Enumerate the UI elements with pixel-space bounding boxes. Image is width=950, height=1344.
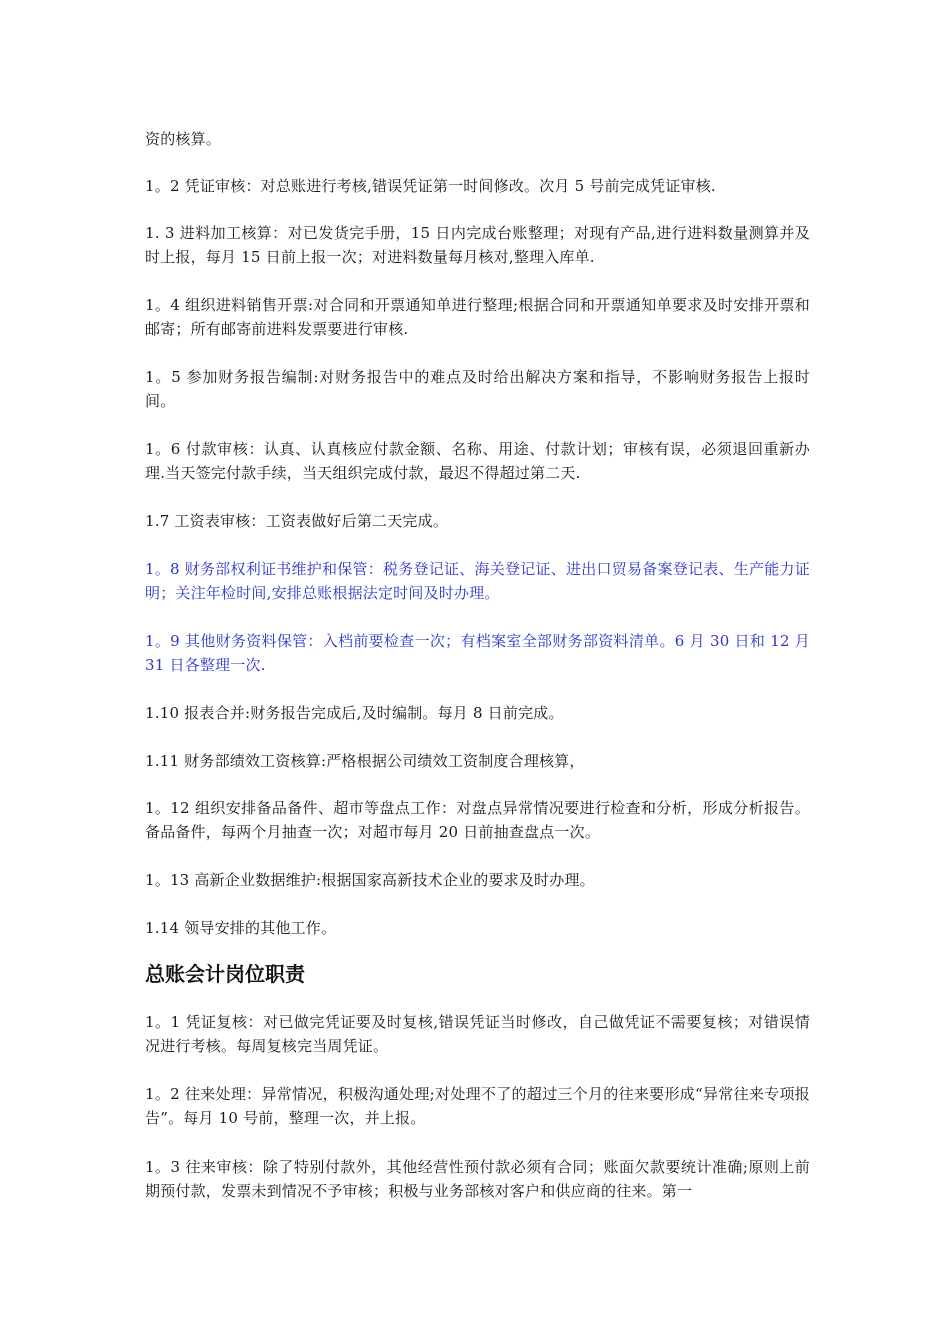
paragraph-voucher-review: 1。2 凭证审核：对总账进行考核,错误凭证第一时间修改。次月 5 号前完成凭证审核. <box>145 177 716 195</box>
paragraph-certificate-maintenance: 1。8 财务部权利证书维护和保管：税务登记证、海关登记证、进出口贸易备案登记表、生产能力证明；关注年检时间,安排总账根据法定时间及时办理。 <box>145 560 810 602</box>
paragraph-payment-review: 1。6 付款审核：认真、认真核应付款金额、名称、用途、付款计划；审核有误，必须退回重新办理.当天签完付款手续，当天组织完成付款，最迟不得超过第二天. <box>145 440 810 482</box>
paragraph-document-custody: 1。9 其他财务资料保管：入档前要检查一次；有档案室全部财务部资料清单。6 月 30 日和 12 月 31 日各整理一次. <box>145 632 810 674</box>
paragraph-financial-report: 1。5 参加财务报告编制:对财务报告中的难点及时给出解决方案和指导，不影响财务报告上报时间。 <box>145 368 810 410</box>
paragraph-payroll-accounting-tail: 资的核算。 <box>145 130 222 148</box>
paragraph-voucher-recheck: 1。1 凭证复核：对已做完凭证要及时复核,错误凭证当时修改，自己做凭证不需要复核；对错误情况进行考核。每周复核完当周凭证。 <box>145 1013 810 1055</box>
paragraph-high-tech-data: 1。13 高新企业数据维护:根据国家高新技术企业的要求及时办理。 <box>145 871 595 889</box>
section-heading: 总账会计岗位职责 <box>145 962 305 986</box>
paragraph-processing-accounting: 1. 3 进料加工核算：对已发货完手册，15 日内完成台账整理；对现有产品,进行进料数量测算并及时上报，每月 15 日前上报一次；对进料数量每月核对,整理入库单. <box>145 224 810 266</box>
paragraph-inventory-count: 1。12 组织安排备品备件、超市等盘点工作：对盘点异常情况要进行检查和分析，形成分析报告。备品备件，每两个月抽查一次；对超市每月 20 日前抽查盘点一次。 <box>145 799 810 841</box>
paragraph-payroll-review: 1.7 工资表审核：工资表做好后第二天完成。 <box>145 512 449 530</box>
paragraph-sales-invoicing: 1。4 组织进料销售开票:对合同和开票通知单进行整理;根据合同和开票通知单要求及时安排开票和邮寄；所有邮寄前进料发票要进行审核. <box>145 296 810 338</box>
paragraph-account-handling: 1。2 往来处理：异常情况，积极沟通处理;对处理不了的超过三个月的往来要形成“异常往来专项报告”。每月 10 号前，整理一次，并上报。 <box>145 1085 810 1127</box>
paragraph-account-review: 1。3 往来审核：除了特别付款外，其他经营性预付款必须有合同；账面欠款要统计准确;原则上前期预付款，发票未到情况不予审核；积极与业务部核对客户和供应商的往来。第一 <box>145 1158 810 1200</box>
paragraph-report-consolidation: 1.10 报表合并:财务报告完成后,及时编制。每月 8 日前完成。 <box>145 704 564 722</box>
paragraph-performance-pay: 1.11 财务部绩效工资核算:严格根据公司绩效工资制度合理核算， <box>145 752 585 770</box>
paragraph-other-work: 1.14 领导安排的其他工作。 <box>145 919 337 937</box>
